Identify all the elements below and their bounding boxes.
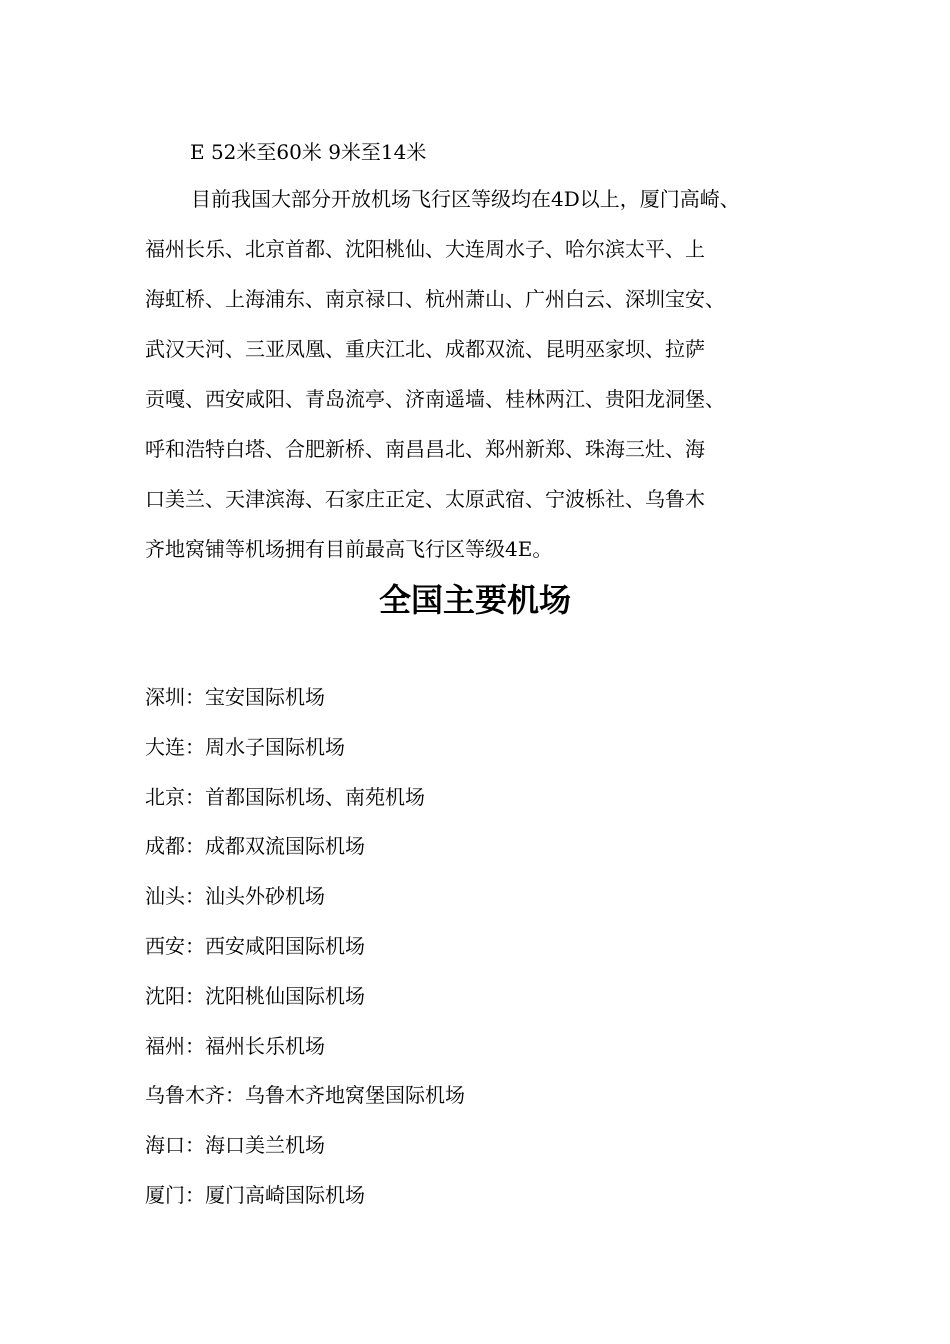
airport-list-item: 成都：成都双流国际机场 — [145, 834, 365, 859]
section-heading: 全国主要机场 — [378, 581, 571, 619]
airport-list-item: 深圳：宝安国际机场 — [145, 685, 325, 709]
airport-list-item: 大连：周水子国际机场 — [145, 734, 345, 759]
airport-list-item: 西安：西安咸阳国际机场 — [145, 933, 365, 958]
paragraph-line: 贡嘎、西安咸阳、青岛流亭、济南遥墙、桂林两江、贵阳龙洞堡、 — [145, 387, 725, 411]
airport-list — [145, 682, 465, 1230]
paragraph-line: 海虹桥、上海浦东、南京禄口、杭州萧山、广州白云、深圳宝安、 — [145, 287, 725, 311]
paragraph-line: 齐地窝铺等机场拥有目前最高飞行区等级4E。 — [145, 537, 553, 561]
airport-list-item: 乌鲁木齐：乌鲁木齐地窝堡国际机场 — [145, 1083, 465, 1108]
airport-list-item: 沈阳：沈阳桃仙国际机场 — [145, 983, 365, 1008]
airport-list-item: 北京：首都国际机场、南苑机场 — [145, 784, 425, 809]
paragraph-line: 武汉天河、三亚凤凰、重庆江北、成都双流、昆明巫家坝、拉萨 — [145, 337, 705, 361]
paragraph-line: 呼和浩特白塔、合肥新桥、南昌昌北、郑州新郑、珠海三灶、海 — [145, 437, 705, 461]
span-wingspan-spec-line: E 52米至60米 9米至14米 — [190, 140, 427, 164]
paragraph-line: 福州长乐、北京首都、沈阳桃仙、大连周水子、哈尔滨太平、上 — [145, 237, 705, 261]
paragraph-line: 口美兰、天津滨海、石家庄正定、太原武宿、宁波栎社、乌鲁木 — [145, 487, 705, 511]
paragraph-line: 目前我国大部分开放机场飞行区等级均在4D以上，厦门高崎、 — [191, 187, 740, 211]
airport-list-item: 汕头：汕头外砂机场 — [145, 884, 325, 909]
airport-list-item: 福州：福州长乐机场 — [145, 1033, 325, 1058]
airport-grade-paragraph — [145, 184, 825, 584]
airport-list-item: 海口：海口美兰机场 — [145, 1133, 325, 1158]
airport-list-item: 厦门：厦门高崎国际机场 — [145, 1182, 365, 1207]
